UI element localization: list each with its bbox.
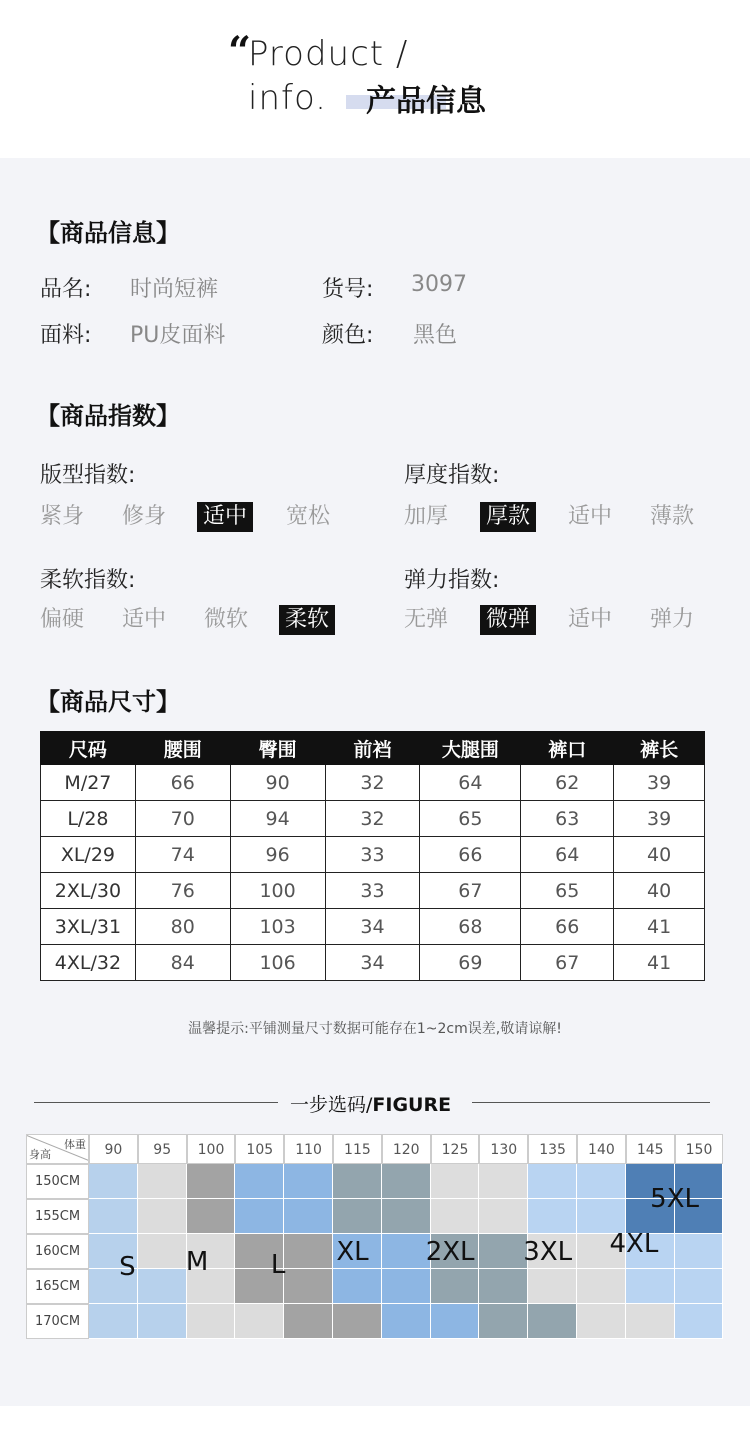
size-cell: XL/29 (41, 837, 136, 873)
size-cell: 34 (325, 945, 420, 981)
figure-cell-4xl (675, 1269, 724, 1304)
figure-cell-3xl (431, 1164, 480, 1199)
size-cell: 64 (521, 837, 614, 873)
table-row (41, 801, 705, 837)
index-option-0-1: 修身 (122, 504, 167, 529)
index-option-3-0: 无弹 (404, 607, 449, 632)
weight-header: 150 (675, 1134, 724, 1164)
figure-cell-2xl (333, 1164, 382, 1199)
size-cell: 67 (420, 873, 521, 909)
figure-cell-3xl (577, 1269, 626, 1304)
figure-cell-l (284, 1304, 333, 1339)
figure-cell-2xl (333, 1199, 382, 1234)
info-label-color: 颜色: (322, 323, 374, 348)
height-header: 165CM (26, 1269, 89, 1304)
weight-header: 100 (187, 1134, 236, 1164)
figure-cell-4xl (675, 1234, 724, 1269)
weight-header: 90 (89, 1134, 138, 1164)
size-cell: 66 (521, 909, 614, 945)
size-header-cell: 腰围 (135, 732, 230, 765)
figure-cell-xl (235, 1164, 284, 1199)
size-label-l: L (270, 1249, 286, 1280)
weight-header: 135 (528, 1134, 577, 1164)
figure-cell-2xl (431, 1269, 480, 1304)
size-cell: 3XL/31 (41, 909, 136, 945)
figure-cell-m (138, 1164, 187, 1199)
figure-cell-m (187, 1304, 236, 1339)
size-cell: 96 (230, 837, 325, 873)
size-table-header-row (41, 732, 705, 765)
index-option-2-0: 偏硬 (40, 607, 85, 632)
section-title-size: 【商品尺寸】 (36, 688, 180, 716)
info-value-color: 黑色 (413, 323, 458, 348)
corner-height-label: 身高 (29, 1148, 51, 1161)
figure-cell-2xl (479, 1234, 528, 1269)
table-row (41, 945, 705, 981)
figure-divider-left (34, 1102, 278, 1103)
header (0, 0, 750, 158)
height-header: 155CM (26, 1199, 89, 1234)
size-cell: 67 (521, 945, 614, 981)
info-value-fabric: PU皮面料 (130, 323, 226, 348)
size-label-2xl: 2XL (425, 1236, 475, 1267)
size-cell: 4XL/32 (41, 945, 136, 981)
weight-header: 140 (577, 1134, 626, 1164)
title-cn: 产品信息 (366, 84, 486, 119)
figure-cell-s (89, 1199, 138, 1234)
size-cell: 40 (614, 837, 705, 873)
index-option-0-2: 适中 (197, 502, 253, 532)
size-header-cell: 裤口 (521, 732, 614, 765)
figure-title-en: FIGURE (372, 1094, 452, 1116)
figure-cell-l (284, 1234, 333, 1269)
figure-cell-3xl (577, 1304, 626, 1339)
figure-cell-s (89, 1304, 138, 1339)
size-cell: 84 (135, 945, 230, 981)
figure-cell-s (138, 1304, 187, 1339)
figure-cell-2xl (528, 1304, 577, 1339)
quote-mark: “ (228, 28, 252, 75)
figure-cell-m (138, 1234, 187, 1269)
figure-cell-xl (382, 1304, 431, 1339)
weight-header: 130 (479, 1134, 528, 1164)
size-cell: 62 (521, 765, 614, 801)
index-title-1: 厚度指数: (404, 463, 500, 488)
size-cell: 64 (420, 765, 521, 801)
size-cell: 34 (325, 909, 420, 945)
size-label-5xl: 5XL (650, 1184, 700, 1214)
height-header: 170CM (26, 1304, 89, 1339)
corner-weight-label: 体重 (64, 1138, 86, 1151)
figure-cell-s (89, 1164, 138, 1199)
size-cell: 100 (230, 873, 325, 909)
size-cell: 90 (230, 765, 325, 801)
figure-title (290, 1090, 451, 1117)
figure-cell-l (333, 1304, 382, 1339)
figure-cell-3xl (479, 1164, 528, 1199)
index-option-1-2: 适中 (568, 504, 613, 529)
figure-cell-xl (431, 1304, 480, 1339)
size-header-cell: 尺码 (41, 732, 136, 765)
measurement-tip: 温馨提示:平铺测量尺寸数据可能存在1~2cm误差,敬请谅解! (188, 1021, 562, 1037)
size-label-s: S (119, 1251, 136, 1282)
size-cell: 65 (420, 801, 521, 837)
size-cell: 63 (521, 801, 614, 837)
table-row (41, 909, 705, 945)
size-header-cell: 裤长 (614, 732, 705, 765)
index-option-3-1: 微弹 (480, 605, 536, 635)
figure-cell-3xl (528, 1269, 577, 1304)
weight-header: 125 (431, 1134, 480, 1164)
figure-divider-right (472, 1102, 710, 1103)
index-option-0-0: 紧身 (40, 504, 85, 529)
section-title-indices: 【商品指数】 (36, 402, 180, 430)
index-option-0-3: 宽松 (286, 504, 331, 529)
table-row (41, 837, 705, 873)
figure-cell-4xl (626, 1269, 675, 1304)
figure-cell-l (187, 1199, 236, 1234)
size-cell: 32 (325, 801, 420, 837)
index-title-0: 版型指数: (40, 463, 136, 488)
figure-cell-l (284, 1269, 333, 1304)
figure-cell-xl (284, 1164, 333, 1199)
index-title-3: 弹力指数: (404, 568, 500, 593)
figure-cell-2xl (382, 1199, 431, 1234)
table-row (41, 765, 705, 801)
figure-cell-m (235, 1304, 284, 1339)
weight-header: 145 (626, 1134, 675, 1164)
index-option-2-3: 柔软 (279, 605, 335, 635)
section-title-info: 【商品信息】 (36, 219, 180, 247)
index-option-2-1: 适中 (122, 607, 167, 632)
figure-cell-xl (333, 1269, 382, 1304)
info-label-sku: 货号: (322, 277, 374, 302)
figure-cell-s (138, 1269, 187, 1304)
index-title-2: 柔软指数: (40, 568, 136, 593)
figure-cell-3xl (431, 1199, 480, 1234)
height-header: 150CM (26, 1164, 89, 1199)
size-table (40, 731, 705, 981)
size-cell: 2XL/30 (41, 873, 136, 909)
index-option-3-3: 弹力 (650, 607, 695, 632)
footer-strip (0, 1406, 750, 1430)
figure-cell-xl (235, 1199, 284, 1234)
size-cell: 66 (420, 837, 521, 873)
figure-cell-2xl (382, 1164, 431, 1199)
figure-cell-m (138, 1199, 187, 1234)
height-header: 160CM (26, 1234, 89, 1269)
index-option-1-0: 加厚 (404, 504, 449, 529)
size-cell: 33 (325, 837, 420, 873)
info-label-fabric: 面料: (40, 323, 92, 348)
size-label-xl: XL (336, 1236, 369, 1267)
size-cell: 80 (135, 909, 230, 945)
size-cell: 41 (614, 909, 705, 945)
size-cell: L/28 (41, 801, 136, 837)
title-en-line1: Product / (248, 34, 409, 74)
weight-header: 115 (333, 1134, 382, 1164)
grid-corner (26, 1134, 89, 1164)
size-label-m: M (185, 1246, 209, 1277)
title-en-line2: info. (248, 78, 327, 118)
size-cell: 41 (614, 945, 705, 981)
figure-cell-2xl (479, 1269, 528, 1304)
figure-cell-xl (284, 1199, 333, 1234)
size-cell: 74 (135, 837, 230, 873)
figure-cell-4xl (528, 1164, 577, 1199)
figure-cell-xl (382, 1234, 431, 1269)
index-option-2-2: 微软 (204, 607, 249, 632)
weight-header: 110 (284, 1134, 333, 1164)
figure-cell-l (187, 1164, 236, 1199)
size-cell: 76 (135, 873, 230, 909)
index-option-3-2: 适中 (568, 607, 613, 632)
size-cell: 70 (135, 801, 230, 837)
index-option-1-1: 厚款 (480, 502, 536, 532)
figure-cell-4xl (675, 1304, 724, 1339)
size-label-3xl: 3XL (523, 1236, 573, 1267)
size-cell: 33 (325, 873, 420, 909)
size-cell: 39 (614, 765, 705, 801)
size-cell: 65 (521, 873, 614, 909)
table-row (41, 873, 705, 909)
weight-header: 120 (382, 1134, 431, 1164)
info-value-name: 时尚短裤 (130, 277, 219, 302)
figure-cell-2xl (479, 1304, 528, 1339)
size-cell: 66 (135, 765, 230, 801)
figure-cell-3xl (626, 1304, 675, 1339)
size-cell: 39 (614, 801, 705, 837)
size-cell: 106 (230, 945, 325, 981)
figure-cell-4xl (577, 1164, 626, 1199)
figure-cell-xl (382, 1269, 431, 1304)
figure-title-cn: 一步选码/ (290, 1094, 373, 1116)
size-label-4xl: 4XL (609, 1228, 659, 1259)
size-cell: 68 (420, 909, 521, 945)
figure-cell-4xl (528, 1199, 577, 1234)
size-cell: M/27 (41, 765, 136, 801)
info-value-sku: 3097 (411, 272, 467, 297)
size-cell: 103 (230, 909, 325, 945)
weight-header: 105 (235, 1134, 284, 1164)
size-cell: 69 (420, 945, 521, 981)
size-header-cell: 前裆 (325, 732, 420, 765)
figure-cell-3xl (479, 1199, 528, 1234)
size-header-cell: 臀围 (230, 732, 325, 765)
weight-header: 95 (138, 1134, 187, 1164)
index-option-1-3: 薄款 (650, 504, 695, 529)
size-cell: 94 (230, 801, 325, 837)
size-header-cell: 大腿围 (420, 732, 521, 765)
size-cell: 32 (325, 765, 420, 801)
size-cell: 40 (614, 873, 705, 909)
info-label-name: 品名: (40, 277, 92, 302)
